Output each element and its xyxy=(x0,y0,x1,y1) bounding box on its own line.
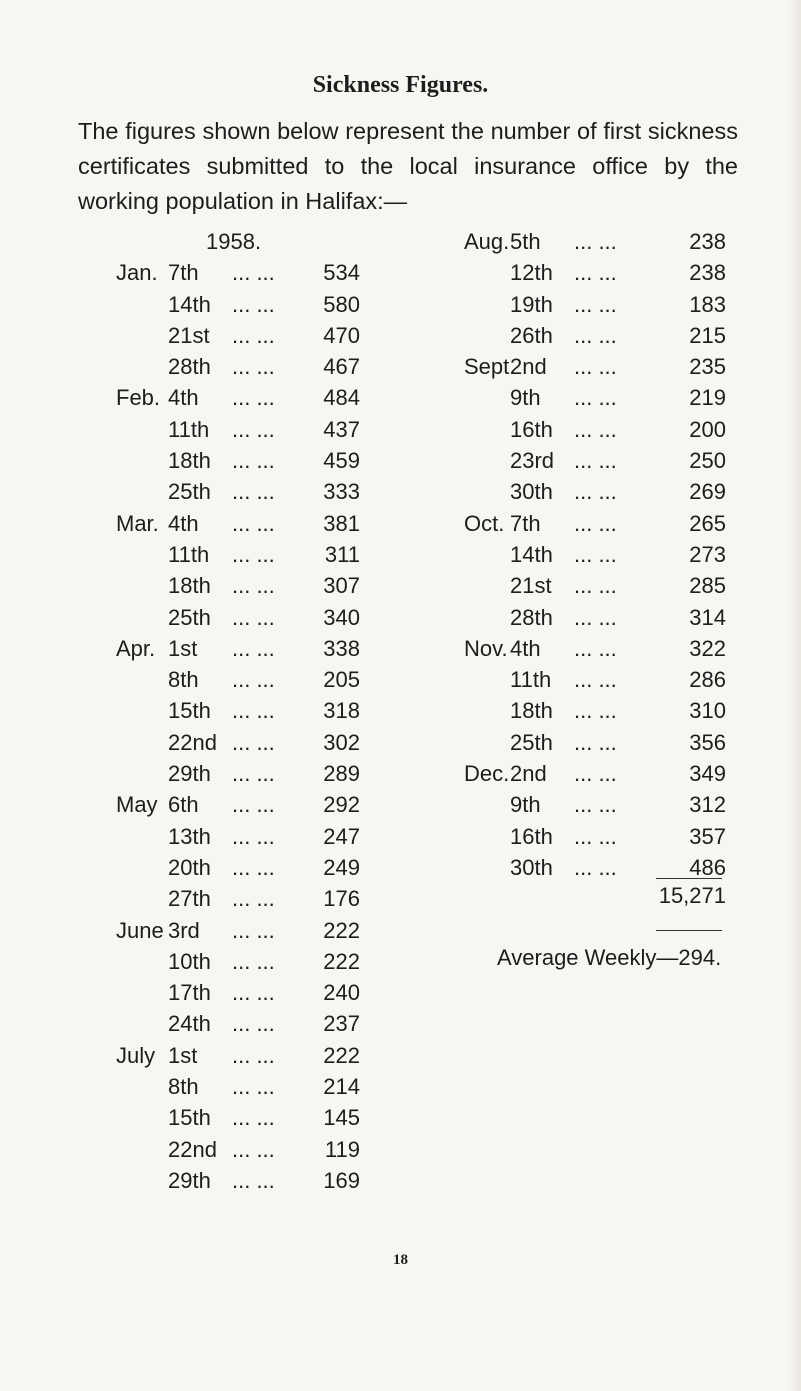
day-label: 29th xyxy=(168,1167,211,1193)
certificate-count: 349 xyxy=(689,761,726,787)
day-label: 5th xyxy=(510,229,541,254)
day-label: 25th xyxy=(168,604,211,630)
day-label: 26th xyxy=(510,322,553,348)
month-label: Dec. xyxy=(464,761,510,787)
leader-dots: ... ... xyxy=(232,448,275,474)
leader-dots: ... ... xyxy=(232,260,275,286)
leader-dots: ... ... xyxy=(232,541,275,567)
leader-dots: ... ... xyxy=(574,823,617,849)
certificate-count: 486 xyxy=(689,854,726,880)
table-row xyxy=(124,1008,360,1039)
certificate-count: 312 xyxy=(689,792,726,818)
leader-dots: ... ... xyxy=(574,729,617,755)
page-number: 18 xyxy=(393,1252,408,1268)
certificate-count: 205 xyxy=(323,667,360,693)
certificate-count: 318 xyxy=(323,698,360,724)
day-label: 14th xyxy=(168,291,211,317)
certificate-count: 534 xyxy=(323,260,360,286)
certificate-count: 356 xyxy=(689,729,726,755)
table-row xyxy=(464,320,726,351)
month-label: June xyxy=(116,917,164,943)
left-table-body xyxy=(116,257,360,1196)
day-label: 22nd xyxy=(168,729,217,755)
leader-dots: ... ... xyxy=(574,541,617,567)
day-label: 15th xyxy=(168,1105,211,1131)
certificate-count: 381 xyxy=(323,510,360,536)
leader-dots: ... ... xyxy=(574,448,617,474)
leader-dots: ... ... xyxy=(232,1011,275,1037)
total-value: 15,271 xyxy=(658,883,726,908)
table-row xyxy=(464,539,726,570)
leader-dots: ... ... xyxy=(232,1136,275,1162)
certificate-count: 322 xyxy=(689,635,726,661)
day-label: 30th xyxy=(510,479,553,505)
day-label: 12th xyxy=(510,260,553,286)
year-row xyxy=(124,226,360,257)
day-label: 17th xyxy=(168,980,211,1006)
table-row xyxy=(124,1134,360,1165)
table-row xyxy=(464,414,726,445)
table-row xyxy=(124,977,360,1008)
day-label: 16th xyxy=(510,416,553,442)
certificate-count: 237 xyxy=(323,1011,360,1037)
table-row xyxy=(464,351,726,382)
table-row xyxy=(116,382,360,413)
day-label: 13th xyxy=(168,823,211,849)
table-row xyxy=(116,789,360,820)
leader-dots: ... ... xyxy=(232,886,275,912)
page-edge-shadow xyxy=(787,0,801,1391)
table-row xyxy=(124,821,360,852)
leader-dots: ... ... xyxy=(232,854,275,880)
day-label: 3rd xyxy=(168,917,200,943)
leader-dots: ... ... xyxy=(232,948,275,974)
certificate-count: 222 xyxy=(323,948,360,974)
leader-dots: ... ... xyxy=(574,604,617,630)
certificate-count: 437 xyxy=(323,416,360,442)
certificate-count: 215 xyxy=(689,322,726,348)
table-row xyxy=(124,476,360,507)
leader-dots: ... ... xyxy=(574,354,617,380)
leader-dots: ... ... xyxy=(232,416,275,442)
leader-dots: ... ... xyxy=(574,698,617,724)
leader-dots: ... ... xyxy=(232,573,275,599)
table-row xyxy=(124,727,360,758)
right-table-body xyxy=(464,226,726,883)
certificate-count: 302 xyxy=(323,729,360,755)
certificate-count: 459 xyxy=(323,448,360,474)
day-label: 21st xyxy=(168,322,210,348)
leader-dots: ... ... xyxy=(232,1074,275,1100)
month-label: Oct. xyxy=(464,510,505,536)
day-label: 28th xyxy=(168,354,211,380)
day-label: 15th xyxy=(168,698,211,724)
month-label: Feb. xyxy=(116,385,161,411)
leader-dots: ... ... xyxy=(232,322,275,348)
day-label: 10th xyxy=(168,948,211,974)
certificate-count: 238 xyxy=(689,229,726,254)
day-label: 6th xyxy=(168,792,199,818)
certificate-count: 285 xyxy=(689,573,726,599)
table-row xyxy=(464,445,726,476)
table-row xyxy=(116,633,360,664)
right-table xyxy=(464,226,726,883)
table-row xyxy=(116,257,360,288)
certificate-count: 338 xyxy=(323,635,360,661)
month-label: Nov. xyxy=(464,635,508,661)
table-row xyxy=(464,508,726,539)
table-row xyxy=(464,633,726,664)
certificate-count: 311 xyxy=(324,541,360,567)
average-weekly: Average Weekly—294. xyxy=(497,945,722,970)
table-row xyxy=(124,946,360,977)
table-row xyxy=(124,351,360,382)
leader-dots: ... ... xyxy=(232,479,275,505)
leader-dots: ... ... xyxy=(232,291,275,317)
certificate-count: 292 xyxy=(323,792,360,818)
certificate-count: 219 xyxy=(689,385,726,411)
page-title: Sickness Figures. xyxy=(312,72,489,98)
leader-dots: ... ... xyxy=(574,385,617,411)
month-label: Apr. xyxy=(116,635,156,661)
day-label: 20th xyxy=(168,854,211,880)
day-label: 1st xyxy=(168,1042,198,1068)
table-row xyxy=(464,476,726,507)
leader-dots: ... ... xyxy=(574,635,617,661)
certificate-count: 470 xyxy=(323,322,360,348)
day-label: 14th xyxy=(510,541,553,567)
day-label: 18th xyxy=(168,573,211,599)
day-label: 30th xyxy=(510,854,553,880)
table-row xyxy=(124,1071,360,1102)
certificate-count: 238 xyxy=(689,260,726,286)
table-row xyxy=(124,1165,360,1196)
day-label: 18th xyxy=(168,448,211,474)
day-label: 22nd xyxy=(168,1136,217,1162)
leader-dots: ... ... xyxy=(574,479,617,505)
certificate-count: 314 xyxy=(689,604,726,630)
table-row xyxy=(116,915,360,946)
table-row xyxy=(464,821,726,852)
day-label: 11th xyxy=(510,667,552,693)
day-label: 1st xyxy=(168,635,198,661)
leader-dots: ... ... xyxy=(232,510,275,536)
leader-dots: ... ... xyxy=(574,761,617,787)
leader-dots: ... ... xyxy=(232,604,275,630)
month-label: Jan. xyxy=(116,260,158,286)
table-row xyxy=(464,382,726,413)
day-label: 4th xyxy=(168,510,199,536)
certificate-count: 286 xyxy=(689,667,726,693)
day-label: 27th xyxy=(168,886,211,912)
leader-dots: ... ... xyxy=(232,354,275,380)
leader-dots: ... ... xyxy=(574,291,617,317)
certificate-count: 222 xyxy=(323,917,360,943)
certificate-count: 222 xyxy=(323,1042,360,1068)
certificate-count: 235 xyxy=(689,354,726,380)
day-label: 29th xyxy=(168,761,211,787)
day-label: 2nd xyxy=(510,761,547,787)
month-label: May xyxy=(116,792,158,818)
certificate-count: 484 xyxy=(323,385,360,411)
leader-dots: ... ... xyxy=(232,1105,275,1131)
leader-dots: ... ... xyxy=(574,510,617,536)
table-row xyxy=(124,602,360,633)
day-label: 11th xyxy=(168,416,210,442)
table-row xyxy=(464,570,726,601)
table-row xyxy=(464,289,726,320)
month-label: Aug. xyxy=(464,229,510,254)
leader-dots: ... ... xyxy=(232,980,275,1006)
table-row xyxy=(464,727,726,758)
day-label: 25th xyxy=(510,729,553,755)
certificate-count: 273 xyxy=(689,541,726,567)
table-row xyxy=(464,602,726,633)
day-label: 19th xyxy=(510,291,553,317)
certificate-count: 357 xyxy=(689,823,726,849)
day-label: 11th xyxy=(168,541,210,567)
certificate-count: 240 xyxy=(323,980,360,1006)
total-rule-top xyxy=(656,878,722,879)
table-row xyxy=(116,508,360,539)
table-row xyxy=(124,445,360,476)
certificate-count: 176 xyxy=(323,886,360,912)
day-label: 8th xyxy=(168,1074,199,1100)
day-label: 8th xyxy=(168,667,199,693)
leader-dots: ... ... xyxy=(232,1167,275,1193)
certificate-count: 310 xyxy=(689,698,726,724)
certificate-count: 214 xyxy=(323,1074,360,1100)
certificate-count: 145 xyxy=(323,1105,360,1131)
table-row xyxy=(124,414,360,445)
leader-dots: ... ... xyxy=(232,385,275,411)
table-row xyxy=(464,695,726,726)
total-rule-bottom xyxy=(656,930,722,931)
certificate-count: 340 xyxy=(323,604,360,630)
certificate-count: 580 xyxy=(323,291,360,317)
day-label: 21st xyxy=(510,573,552,599)
leader-dots: ... ... xyxy=(574,854,617,880)
certificate-count: 249 xyxy=(323,854,360,880)
certificate-count: 169 xyxy=(323,1167,360,1193)
month-label: July xyxy=(116,1042,156,1068)
table-row xyxy=(464,226,726,257)
day-label: 7th xyxy=(168,260,199,286)
day-label: 9th xyxy=(510,385,541,411)
day-label: 24th xyxy=(168,1011,211,1037)
day-label: 7th xyxy=(510,510,541,536)
leader-dots: ... ... xyxy=(574,229,617,254)
intro-paragraph: The figures shown below represent the number of first sickness certificates submitted to the local insurance office by the working population in Halifax:— xyxy=(78,118,738,214)
table-row xyxy=(124,664,360,695)
table-row xyxy=(116,1040,360,1071)
certificate-count: 119 xyxy=(324,1136,360,1162)
leader-dots: ... ... xyxy=(232,729,275,755)
table-row xyxy=(464,789,726,820)
day-label: 4th xyxy=(168,385,199,411)
leader-dots: ... ... xyxy=(232,823,275,849)
leader-dots: ... ... xyxy=(232,667,275,693)
certificate-count: 183 xyxy=(689,291,726,317)
table-row xyxy=(124,695,360,726)
day-label: 25th xyxy=(168,479,211,505)
month-label: Mar. xyxy=(116,510,159,536)
table-row xyxy=(124,539,360,570)
certificate-count: 333 xyxy=(323,479,360,505)
leader-dots: ... ... xyxy=(574,416,617,442)
leader-dots: ... ... xyxy=(232,761,275,787)
day-label: 28th xyxy=(510,604,553,630)
leader-dots: ... ... xyxy=(574,322,617,348)
day-label: 9th xyxy=(510,792,541,818)
table-row xyxy=(464,664,726,695)
certificate-count: 269 xyxy=(689,479,726,505)
table-row xyxy=(124,570,360,601)
table-row xyxy=(124,1102,360,1133)
leader-dots: ... ... xyxy=(574,573,617,599)
left-table xyxy=(116,226,360,1196)
table-row xyxy=(464,257,726,288)
leader-dots: ... ... xyxy=(232,635,275,661)
day-label: 2nd xyxy=(510,354,547,380)
day-label: 18th xyxy=(510,698,553,724)
leader-dots: ... ... xyxy=(232,1042,275,1068)
certificate-count: 307 xyxy=(323,573,360,599)
table-row xyxy=(124,320,360,351)
leader-dots: ... ... xyxy=(574,792,617,818)
day-label: 4th xyxy=(510,635,541,661)
certificate-count: 467 xyxy=(323,354,360,380)
certificate-count: 247 xyxy=(323,823,360,849)
leader-dots: ... ... xyxy=(232,698,275,724)
table-row xyxy=(464,758,726,789)
certificate-count: 200 xyxy=(689,416,726,442)
day-label: 16th xyxy=(510,823,553,849)
month-label: Sept. xyxy=(464,354,516,380)
leader-dots: ... ... xyxy=(574,260,617,286)
day-label: 23rd xyxy=(510,448,555,474)
certificate-count: 289 xyxy=(323,761,360,787)
leader-dots: ... ... xyxy=(232,792,275,818)
certificate-count: 265 xyxy=(689,510,726,536)
leader-dots: ... ... xyxy=(574,667,617,693)
table-row xyxy=(124,289,360,320)
table-row xyxy=(124,852,360,883)
year-label: 1958. xyxy=(206,229,262,254)
certificate-count: 250 xyxy=(689,448,726,474)
leader-dots: ... ... xyxy=(232,917,275,943)
table-row xyxy=(124,883,360,914)
table-row xyxy=(124,758,360,789)
